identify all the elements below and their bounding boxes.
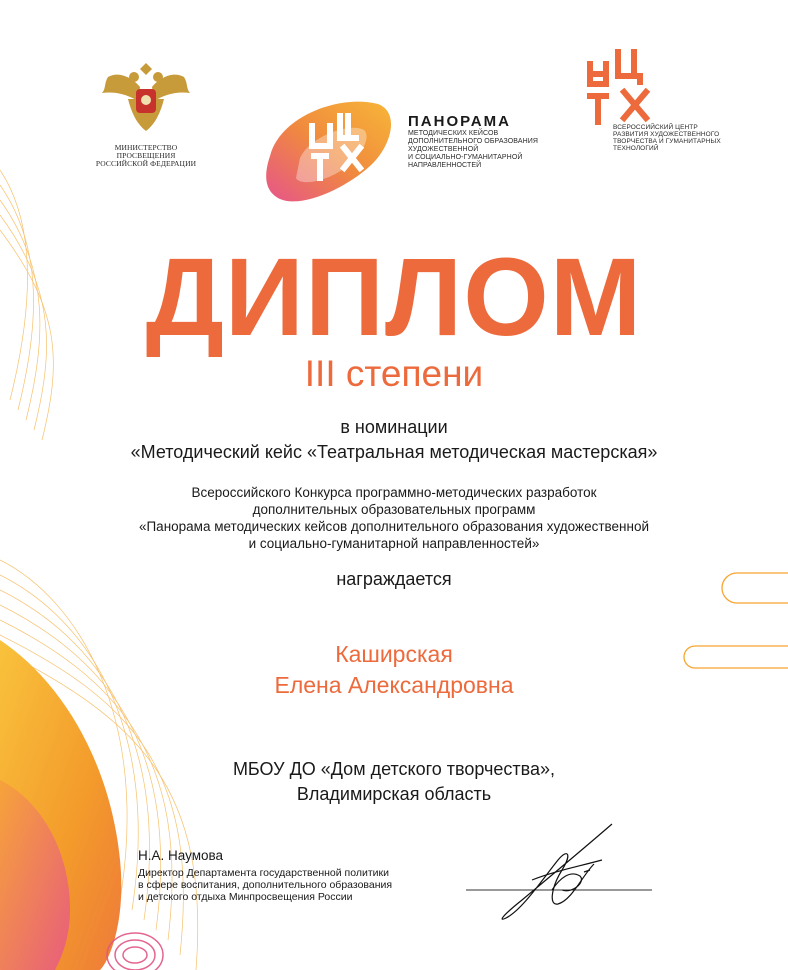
panorama-line: И СОЦИАЛЬНО-ГУМАНИТАРНОЙ xyxy=(408,154,523,161)
panorama-line: ХУДОЖЕСТВЕННОЙ xyxy=(408,146,479,153)
ministry-name-line2: РОССИЙСКОЙ ФЕДЕРАЦИИ xyxy=(95,159,197,168)
panorama-title: ПАНОРАМА xyxy=(408,113,511,130)
signatory-name: Н.А. Наумова xyxy=(138,848,224,863)
diploma-title: ДИПЛОМ xyxy=(145,236,643,359)
competition-line: дополнительных образовательных программ xyxy=(252,502,536,517)
center-line: ТЕХНОЛОГИЙ xyxy=(613,145,659,152)
organization: МБОУ ДО «Дом детского творчества», xyxy=(232,759,556,779)
recipient-surname: Каширская xyxy=(335,641,453,667)
signatory-block xyxy=(138,848,458,903)
signatory-position-line: и детского отдыха Минпросвещения России xyxy=(138,891,353,903)
competition-line: «Панорама методических кейсов дополнительного образования художественной xyxy=(138,519,650,534)
region: Владимирская область xyxy=(296,784,492,804)
panorama-line: НАПРАВЛЕННОСТЕЙ xyxy=(408,162,482,169)
center-line: ВСЕРОССИЙСКИЙ ЦЕНТР xyxy=(613,124,698,131)
panorama-logo-icon xyxy=(260,86,400,214)
awarded-label: награждается xyxy=(336,569,452,589)
nomination-title: «Методический кейс «Театральная методическая мастерская» xyxy=(130,442,658,462)
coat-of-arms-icon xyxy=(88,55,204,135)
competition-line: Всероссийского Конкурса программно-методических разработок xyxy=(191,485,597,500)
signatory-position-line: в сфере воспитания, дополнительного образования xyxy=(138,879,393,891)
signature-icon xyxy=(462,820,662,925)
signatory-position-line: Директор Департамента государственной политики xyxy=(138,867,389,879)
ministry-name-line1: МИНИСТЕРСТВО ПРОСВЕЩЕНИЯ xyxy=(114,143,178,160)
center-line: РАЗВИТИЯ ХУДОЖЕСТВЕННОГО xyxy=(613,131,720,138)
diploma-degree: III степени xyxy=(304,353,484,394)
competition-line: и социально-гуманитарной направленностей» xyxy=(248,536,540,551)
recipient-name: Елена Александровна xyxy=(274,672,514,698)
ministry-logo xyxy=(88,55,204,168)
center-line: ТВОРЧЕСТВА И ГУМАНИТАРНЫХ xyxy=(613,138,721,145)
center-text xyxy=(613,124,723,152)
panorama-line: МЕТОДИЧЕСКИХ КЕЙСОВ xyxy=(408,130,499,137)
panorama-text xyxy=(408,114,548,170)
panorama-line: ДОПОЛНИТЕЛЬНОГО ОБРАЗОВАНИЯ xyxy=(408,138,539,145)
nomination-label: в номинации xyxy=(340,417,448,437)
